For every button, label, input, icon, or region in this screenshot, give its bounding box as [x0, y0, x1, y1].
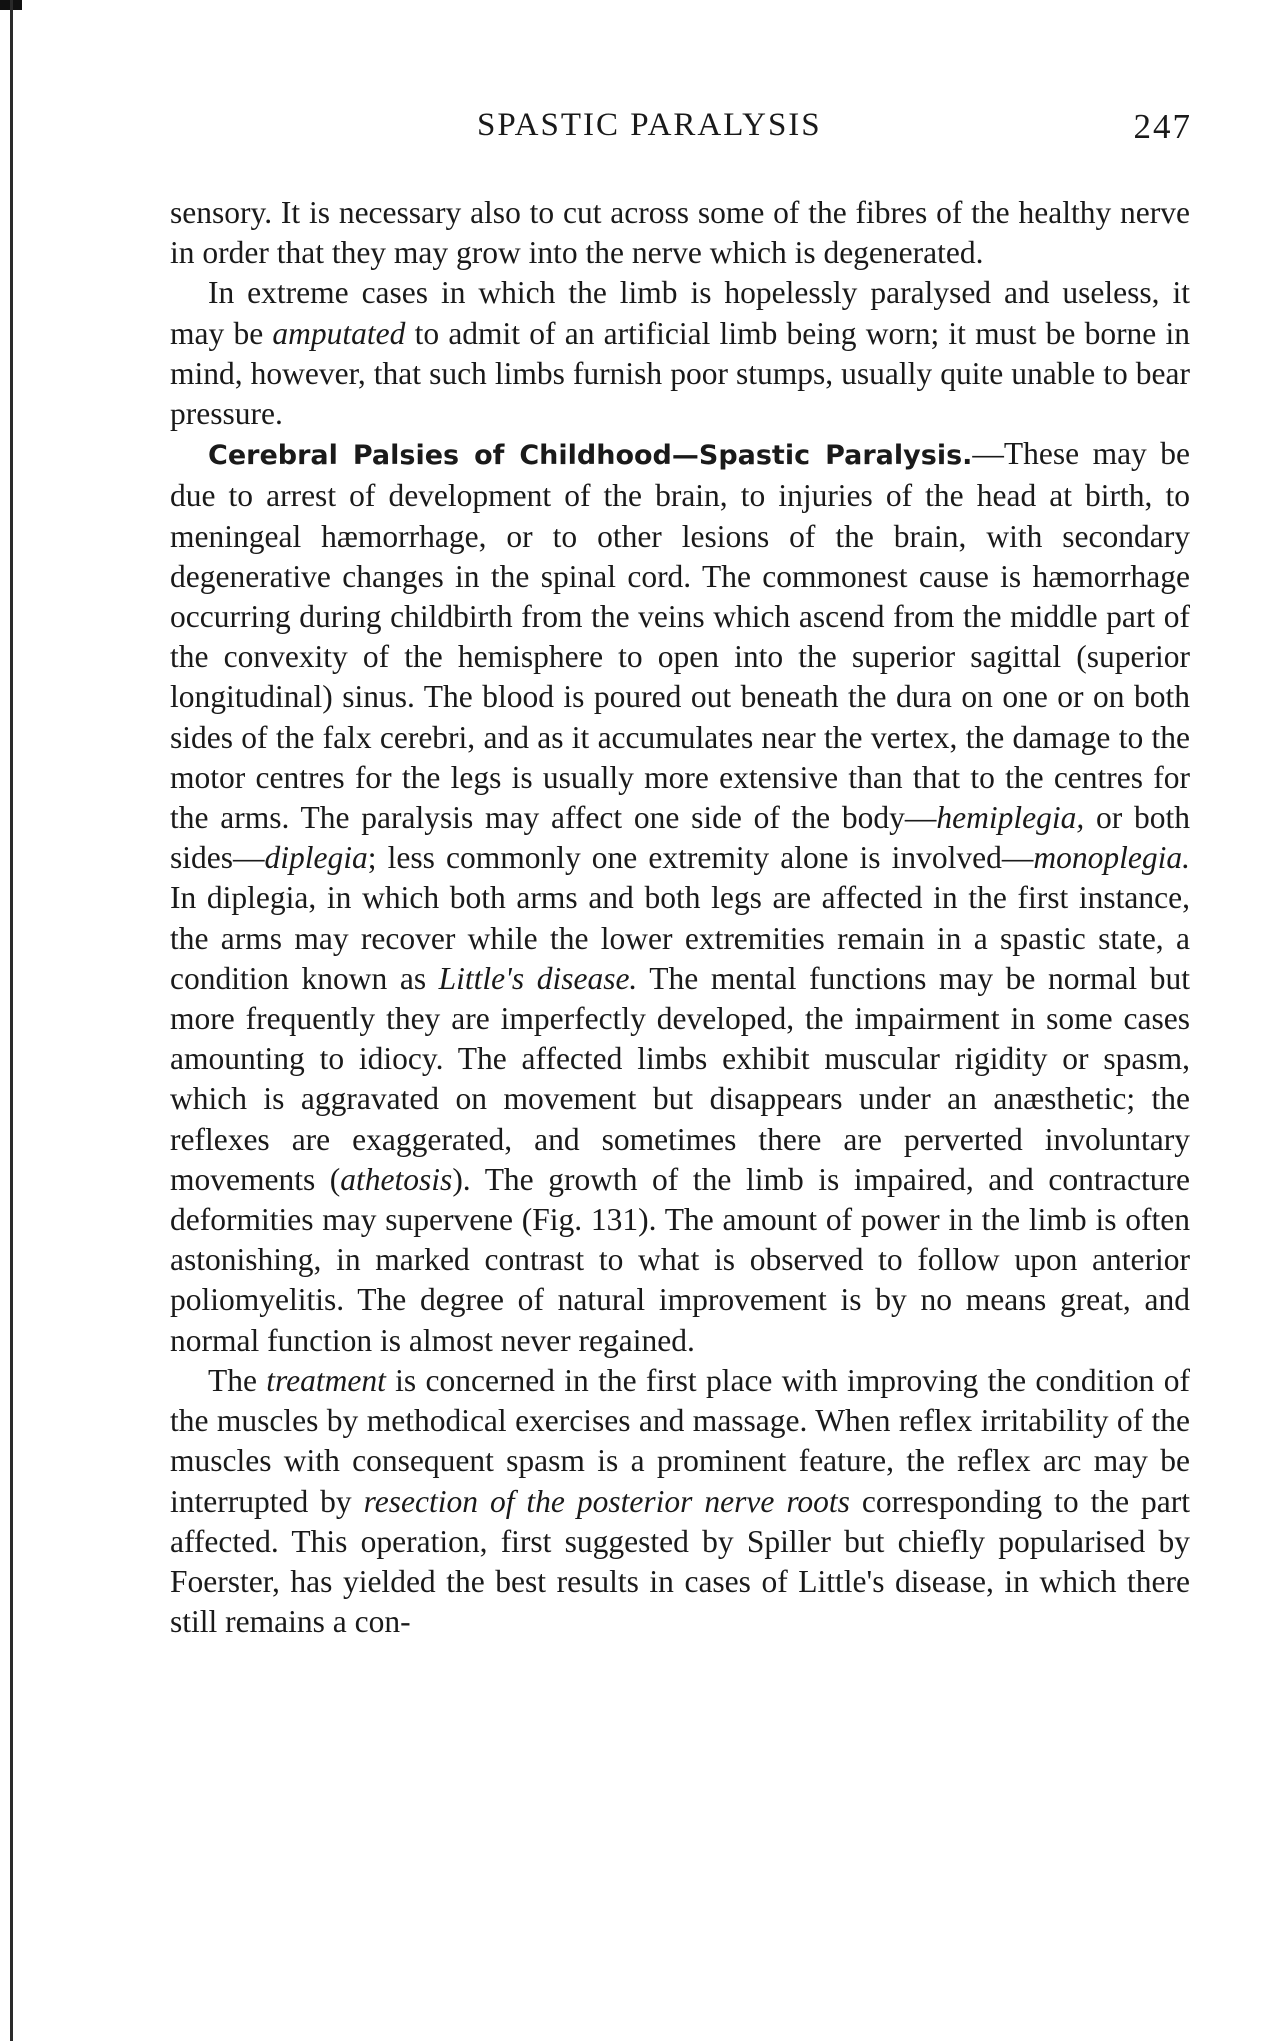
paragraph-1-text: sensory. It is necessary also to cut across some of the fibres of the healthy nerve in order that they may grow into the nerve which is degenerated.: [170, 195, 1190, 271]
italic-term: monoplegia.: [1033, 840, 1190, 876]
page-header: [170, 107, 1210, 147]
italic-term: diplegia: [264, 840, 368, 876]
paragraph-4: [170, 1361, 1190, 1642]
scan-margin-rule: [10, 0, 13, 2041]
paragraph-4-text: is concerned in the first place with improving the condition of the muscles by methodical exercises and massage. When reflex irritability of the muscles with consequent spasm is a prominent feature, the reflex arc may be interrupted by: [170, 1362, 1190, 1519]
italic-term: amputated: [272, 315, 406, 351]
paragraph-1: [170, 193, 1190, 273]
paragraph-2-text: In extreme cases in which the limb is hopelessly paralysed and useless, it may be: [170, 275, 1190, 351]
paragraph-3-text: ; less commonly one extremity alone is involved—: [367, 840, 1034, 876]
paragraph-3: [170, 434, 1190, 1361]
body-text: [170, 193, 1190, 1642]
paragraph-4-text: corresponding to the part affected. This operation, first suggested by Spiller but chiefly popularised by Foerster, has yielded the best results in cases of Little's disease, in which there still remains a con-: [170, 1483, 1191, 1640]
page-number: 247: [1133, 107, 1192, 146]
italic-term: resection of the posterior nerve roots: [363, 1483, 850, 1519]
paragraph-2: [170, 273, 1190, 434]
paragraph-3-text: The mental functions may be normal but more frequently they are imperfectly developed, the impairment in some cases amounting to idiocy. The affected limbs exhibit muscular rigidity or spasm, which is aggravated on movement but disappears under an anæsthetic; the reflexes are exaggerated, and sometimes there are perverted involuntary movements (: [170, 960, 1190, 1197]
italic-term: athetosis: [340, 1161, 453, 1197]
paragraph-2-text: to admit of an artificial limb being worn; it must be borne in mind, however, that such limbs furnish poor stumps, usually quite unable to bear pressure.: [170, 315, 1191, 432]
section-heading: Cerebral Palsies of Childhood—Spastic Paralysis.: [208, 440, 973, 472]
running-title: SPASTIC PARALYSIS: [477, 107, 822, 143]
paragraph-3-text: In diplegia, in which both arms and both legs are affected in the first instance, the arms may recover while the lower extremities remain in a spastic state, a condition known as: [170, 880, 1190, 996]
paragraph-3-text: —These may be due to arrest of development of the brain, to injuries of the head at birth, to meningeal hæmorrhage, or to other lesions of the brain, with secondary degenerative changes in the spinal cord. The commonest cause is hæmorrhage occurring during childbirth from the veins which ascend from the middle part of the convexity of the hemisphere to open into the superior sagittal (superior longitudinal) sinus. The blood is poured out beneath the dura on one or on both sides of the falx cerebri, and as it accumulates near the vertex, the damage to the motor centres for the legs is usually more extensive than that to the centres for the arms. The paralysis may affect one side of the body—: [170, 436, 1190, 836]
italic-term: Little's disease.: [438, 960, 638, 996]
italic-term: treatment: [266, 1362, 386, 1398]
paragraph-4-text: The: [208, 1362, 267, 1398]
paragraph-3-text: ). The growth of the limb is impaired, and contracture deformities may supervene (Fig. 131). The amount of power in the limb is often astonishing, in marked contrast to what is observed to follow upon anterior poliomyelitis. The degree of natural improvement is by no means great, and normal function is almost never regained.: [170, 1161, 1190, 1358]
paragraph-3-text: or both sides—: [170, 800, 1191, 876]
italic-term: hemiplegia,: [936, 800, 1085, 836]
